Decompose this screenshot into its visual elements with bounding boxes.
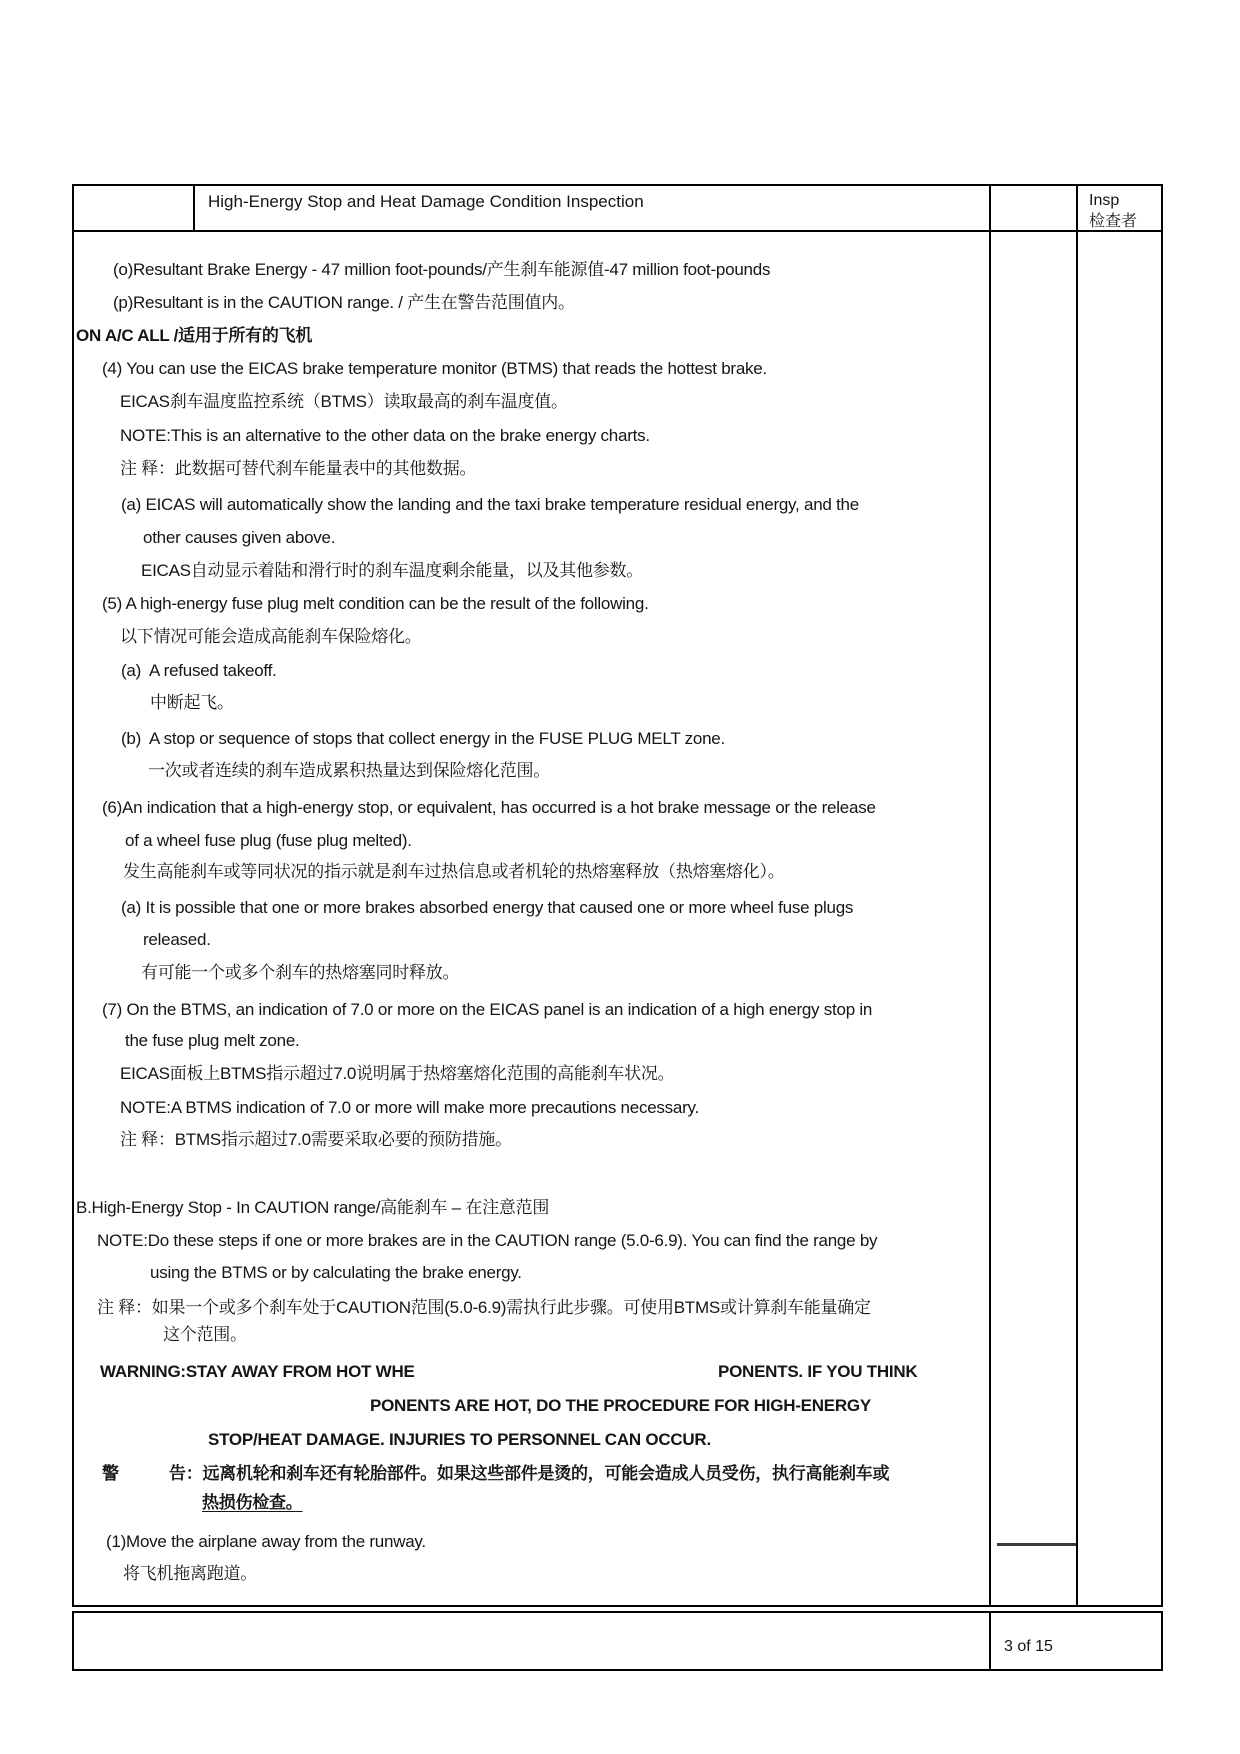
text-line: released.: [143, 930, 211, 949]
text-line: (7) On the BTMS, an indication of 7.0 or more on the EICAS panel is an indication of a high energy stop in: [102, 1000, 873, 1019]
text-line: EICAS自动显示着陆和滑行时的刹车温度剩余能量，以及其他参数。: [141, 561, 644, 580]
text-line: (5) A high-energy fuse plug melt condition can be the result of the following.: [102, 594, 649, 613]
text-line: (p)Resultant is in the CAUTION range. / 产生在警告范围值内。: [113, 293, 575, 312]
footer-divider: [989, 1613, 991, 1669]
signature-line: [997, 1543, 1076, 1546]
text-line: EICAS面板上BTMS指示超过7.0说明属于热熔塞熔化范围的高能刹车状况。: [120, 1064, 675, 1083]
text-line: NOTE:This is an alternative to the other data on the brake energy charts.: [120, 426, 650, 445]
table-footer-row: [72, 1611, 1163, 1671]
text-line: B.High-Energy Stop - In CAUTION range/高能刹车 – 在注意范围: [76, 1198, 550, 1217]
page-number: 3 of 15: [1004, 1638, 1053, 1655]
insp-header-label-cn: 检查者: [1089, 213, 1138, 230]
text-line: NOTE:A BTMS indication of 7.0 or more will make more precautions necessary.: [120, 1098, 699, 1117]
header-divider-2: [989, 186, 991, 230]
text-line: 警: [102, 1464, 119, 1483]
text-line: (4) You can use the EICAS brake temperature monitor (BTMS) that reads the hottest brake.: [102, 359, 767, 378]
text-line: 中断起飞。: [150, 693, 234, 712]
text-line: 注 释：如果一个或多个刹车处于CAUTION范围(5.0-6.9)需执行此步骤。可使用BTMS或计算刹车能量确定: [97, 1298, 871, 1317]
text-line: 注 释：此数据可替代刹车能量表中的其他数据。: [120, 459, 477, 478]
text-line: PONENTS ARE HOT, DO THE PROCEDURE FOR HIGH-ENERGY: [370, 1396, 871, 1415]
text-line: the fuse plug melt zone.: [125, 1031, 300, 1050]
text-line: (a) It is possible that one or more brakes absorbed energy that caused one or more wheel fuse plugs: [121, 898, 854, 917]
insp-column-divider: [1076, 232, 1078, 1605]
table-header-row: [72, 184, 1163, 232]
text-line: STOP/HEAT DAMAGE. INJURIES TO PERSONNEL CAN OCCUR.: [208, 1430, 711, 1449]
text-line: EICAS刹车温度监控系统（BTMS）读取最高的刹车温度值。: [120, 392, 568, 411]
text-line: 热损伤检查。: [202, 1493, 303, 1512]
text-line: (a) EICAS will automatically show the landing and the taxi brake temperature residual energy, and the: [121, 495, 859, 514]
text-line: 告：远离机轮和刹车还有轮胎部件。如果这些部件是烫的，可能会造成人员受伤，执行高能刹车或: [169, 1464, 890, 1483]
table-body: [72, 230, 1163, 1607]
text-line: 将飞机拖离跑道。: [123, 1564, 257, 1583]
text-line: (6)An indication that a high-energy stop, or equivalent, has occurred is a hot brake message or the release: [102, 798, 876, 817]
text-line: (1)Move the airplane away from the runway.: [106, 1532, 426, 1551]
text-line: 这个范围。: [163, 1325, 247, 1344]
text-line: ON A/C ALL /适用于所有的飞机: [76, 326, 313, 345]
text-line: (a) A refused takeoff.: [121, 661, 277, 680]
mech-column-divider: [989, 232, 991, 1605]
insp-header-label-en: Insp: [1089, 192, 1120, 209]
text-line: 有可能一个或多个刹车的热熔塞同时释放。: [141, 963, 460, 982]
text-line: PONENTS. IF YOU THINK: [718, 1362, 918, 1381]
text-line: WARNING:STAY AWAY FROM HOT WHE: [100, 1362, 415, 1381]
text-line: NOTE:Do these steps if one or more brakes are in the CAUTION range (5.0-6.9). You can find the range by: [97, 1231, 878, 1250]
text-line: (b) A stop or sequence of stops that collect energy in the FUSE PLUG MELT zone.: [121, 729, 725, 748]
text-line: of a wheel fuse plug (fuse plug melted).: [125, 831, 412, 850]
header-divider-1: [193, 186, 195, 230]
text-line: 注 释：BTMS指示超过7.0需要采取必要的预防措施。: [120, 1130, 512, 1149]
text-line: using the BTMS or by calculating the brake energy.: [150, 1263, 522, 1282]
text-line: (o)Resultant Brake Energy - 47 million foot-pounds/产生刹车能源值-47 million foot-pounds: [113, 260, 771, 279]
header-divider-3: [1076, 186, 1078, 230]
text-line: 一次或者连续的刹车造成累积热量达到保险熔化范围。: [148, 761, 550, 780]
text-line: other causes given above.: [143, 528, 336, 547]
text-line: 以下情况可能会造成高能刹车保险熔化。: [120, 627, 422, 646]
page-title: High-Energy Stop and Heat Damage Condition Inspection: [208, 192, 644, 211]
text-line: 发生高能刹车或等同状况的指示就是刹车过热信息或者机轮的热熔塞释放（热熔塞熔化）。: [123, 862, 785, 881]
